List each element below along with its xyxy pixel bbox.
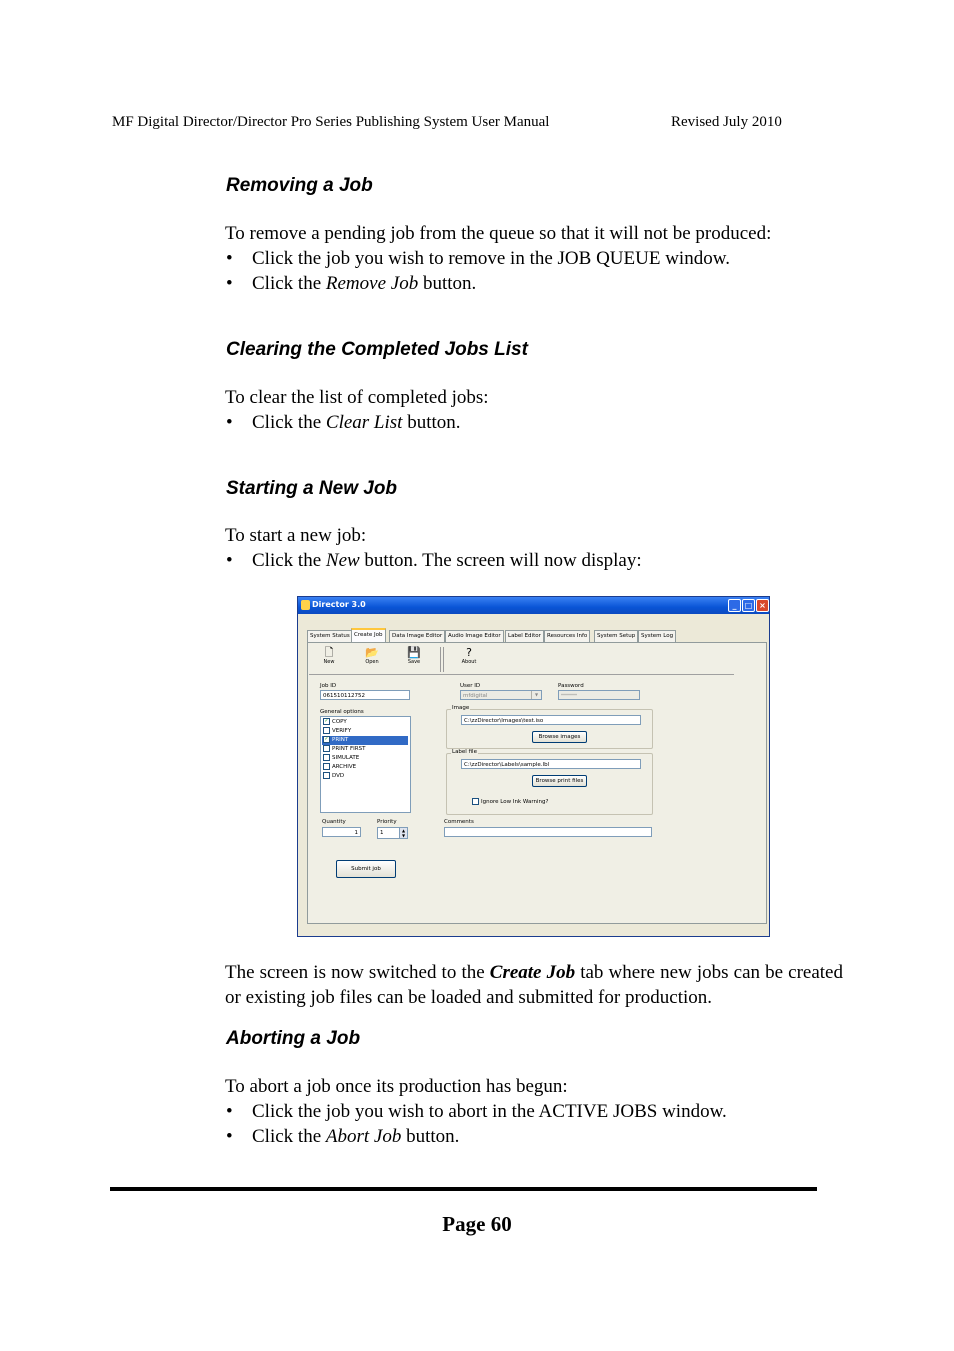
password-input[interactable]: ******** (558, 690, 640, 700)
checkbox-checked-icon[interactable]: ✓ (324, 718, 329, 724)
page-header-right: Revised July 2010 (671, 114, 782, 130)
create-job-term: Create Job (489, 962, 576, 983)
clearing-heading: Clearing the Completed Jobs List (226, 339, 528, 360)
label-file-group (446, 749, 653, 815)
spin-up-icon[interactable]: ▲ (401, 828, 406, 833)
bullet-text: Click the Clear List button. (252, 412, 461, 433)
page-number: Page 60 (442, 1212, 512, 1236)
bullet-glyph: • (226, 248, 233, 269)
about-button[interactable]: ? About (457, 646, 481, 665)
job-id-input[interactable]: 061510112752 (320, 690, 410, 700)
bullet-glyph: • (226, 273, 233, 294)
spin-down-icon[interactable]: ▼ (401, 833, 406, 838)
tab-data-image-editor[interactable]: Data Image Editor (389, 630, 445, 642)
general-options-list[interactable] (320, 716, 411, 813)
new-button[interactable]: 🗋 New (317, 646, 341, 665)
minimize-button[interactable]: _ (728, 599, 741, 612)
abort-job-term: Abort Job (325, 1126, 402, 1147)
priority-label: Priority (377, 819, 397, 825)
create-job-explanation: The screen is now switched to the Create Job tab where new jobs can be created or existing job files can be loaded and submitted for production. (225, 962, 843, 1008)
aborting-heading: Aborting a Job (226, 1028, 361, 1049)
job-id-label: Job ID (320, 683, 337, 689)
user-id-label: User ID (460, 683, 481, 689)
folder-open-icon: 📂 (365, 646, 379, 659)
help-question-icon: ? (466, 646, 472, 659)
starting-heading: Starting a New Job (226, 478, 398, 499)
option-verify[interactable]: VERIFY (322, 727, 408, 736)
new-file-icon: 🗋 (324, 646, 334, 659)
bullet-text: Click the Abort Job button. (252, 1126, 460, 1147)
browse-images-button[interactable]: Browse images (532, 731, 587, 743)
open-button[interactable]: 📂 Open (360, 646, 384, 665)
bullet-glyph: • (226, 1101, 233, 1122)
removing-intro: To remove a pending job from the queue so that it will not be produced: (225, 223, 772, 244)
bullet-text: Click the job you wish to remove in the JOB QUEUE window. (252, 248, 730, 269)
toolbar-separator (440, 647, 441, 672)
general-options-label: General options (320, 709, 364, 715)
option-archive[interactable]: ARCHIVE (322, 763, 408, 772)
password-label: Password (558, 683, 584, 689)
footer-rule (110, 1187, 817, 1191)
dropdown-arrow-icon: ▼ (531, 691, 541, 699)
tab-label-editor[interactable]: Label Editor (505, 630, 544, 642)
comments-label: Comments (444, 819, 474, 825)
checkbox-icon[interactable] (323, 745, 330, 752)
removing-heading: Removing a Job (226, 175, 373, 196)
tab-system-status[interactable]: System Status (307, 630, 353, 642)
remove-job-term: Remove Job (325, 273, 419, 294)
option-copy[interactable]: ✓ COPY (324, 718, 347, 725)
create-job-panel (307, 642, 767, 924)
submit-job-button[interactable]: Submit job (336, 860, 396, 878)
bullet-text: Click the Remove Job button. (252, 273, 477, 294)
save-button[interactable]: 💾 Save (402, 646, 426, 665)
bullet-glyph: • (226, 412, 233, 433)
image-group (446, 705, 653, 749)
image-path-input[interactable]: C:\zzDirector\Images\test.iso (461, 715, 641, 725)
label-path-input[interactable]: C:\zzDirector\Labels\sample.lbl (461, 759, 641, 769)
tab-resources-info[interactable]: Resources Info (544, 630, 590, 642)
floppy-disk-icon: 💾 (407, 646, 421, 659)
page-header-left: MF Digital Director/Director Pro Series Publishing System User Manual (112, 114, 550, 130)
clear-list-term: Clear List (325, 412, 403, 433)
window-titlebar (298, 597, 769, 614)
option-print-first[interactable]: PRINT FIRST (322, 745, 408, 754)
close-button[interactable]: × (756, 599, 769, 612)
starting-intro: To start a new job: (225, 525, 367, 546)
maximize-button[interactable]: □ (742, 599, 755, 612)
user-id-dropdown[interactable]: mfdigital ▼ (460, 690, 542, 700)
option-dvd[interactable]: DVD (322, 772, 408, 781)
tab-system-log[interactable]: System Log (638, 630, 676, 642)
toolbar-separator (443, 647, 444, 672)
bullet-text: Click the New button. The screen will now display: (252, 550, 642, 571)
browse-print-files-button[interactable]: Browse print files (532, 775, 587, 787)
quantity-label: Quantity (322, 819, 346, 825)
priority-stepper[interactable]: 1 ▲ ▼ (377, 827, 408, 839)
checkbox-icon[interactable] (323, 727, 330, 734)
director-window-screenshot (297, 596, 770, 937)
quantity-input[interactable]: 1 (322, 827, 361, 837)
app-icon (301, 600, 310, 610)
tab-create-job[interactable]: Create Job (351, 628, 386, 643)
image-group-title: Image (452, 705, 470, 711)
window-title: Director 3.0 (312, 600, 366, 609)
clearing-intro: To clear the list of completed jobs: (225, 387, 489, 408)
tab-audio-image-editor[interactable]: Audio Image Editor (445, 630, 504, 642)
ignore-low-ink-checkbox[interactable]: Ignore Low Ink Warning? (471, 798, 548, 805)
bullet-glyph: • (226, 550, 233, 571)
bullet-glyph: • (226, 1126, 233, 1147)
checkbox-icon[interactable] (323, 763, 330, 770)
toolbar (309, 644, 734, 675)
tab-system-setup[interactable]: System Setup (594, 630, 638, 642)
option-print[interactable]: ✓ PRINT (322, 736, 408, 745)
option-simulate[interactable]: SIMULATE (322, 754, 408, 763)
new-term: New (325, 550, 360, 571)
checkbox-icon[interactable] (472, 798, 479, 805)
checkbox-icon[interactable] (323, 754, 330, 761)
aborting-intro: To abort a job once its production has begun: (225, 1076, 568, 1097)
checkbox-checked-icon[interactable]: ✓ (324, 736, 329, 742)
bullet-text: Click the job you wish to abort in the ACTIVE JOBS window. (252, 1101, 727, 1122)
label-file-group-title: Label file (452, 749, 477, 755)
checkbox-icon[interactable] (323, 772, 330, 779)
stepper-arrows[interactable] (399, 828, 407, 839)
comments-input[interactable] (444, 827, 652, 837)
